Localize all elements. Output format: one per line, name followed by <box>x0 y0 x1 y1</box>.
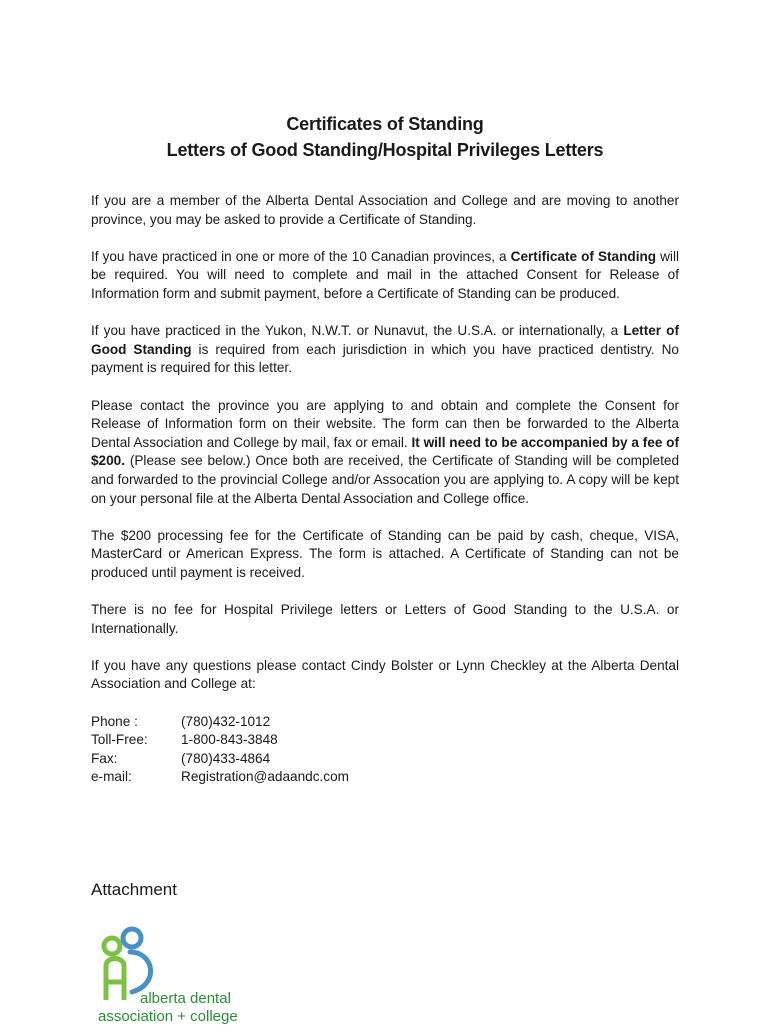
paragraph-intro: If you are a member of the Alberta Dental Association and College and are moving to another province, you may be asked to provide a Certificate of Standing. <box>91 193 679 227</box>
paragraph-no-fee: There is no fee for Hospital Privilege letters or Letters of Good Standing to the U.S.A. or Internationally. <box>91 602 679 636</box>
paragraph-questions: If you have any questions please contact Cindy Bolster or Lynn Checkley at the Alberta Dental Association and College at: <box>91 657 679 692</box>
paragraph-territories-international: If you have practiced in the Yukon, N.W.T. or Nunavut, the U.S.A. or internationally, a Letter of Good Standing is required from each jurisdiction in which you have practiced dentistry. No payment is required for this letter. <box>91 323 680 376</box>
logo-text-line1: alberta dental <box>140 990 231 1007</box>
contact-row <box>91 713 349 732</box>
page-title: Certificates of Standing <box>286 114 484 134</box>
bold-certificate-of-standing: Certificate of Standing <box>510 248 657 264</box>
document-body <box>91 192 679 787</box>
contact-value: Registration@adaandc.com <box>181 769 349 785</box>
association-logo <box>96 922 296 1024</box>
contact-row <box>91 768 349 787</box>
contact-row <box>91 750 349 769</box>
paragraph-contact-province: Please contact the province you are applying to and obtain and complete the Consent for Release of Information form on their website. The form can then be forwarded to the Alberta Dental Association and College by mail, fax or email. It will need to be accompanied by a fee of $200. (Please see below.) Once both are received, the Certificate of Standing will be completed and forwarded to the provincial College and/or Assocation you are applying to. A copy will be kept on your personal file at the Alberta Dental Association and College office. <box>91 397 679 506</box>
logo-text-line2: association + college <box>98 1008 238 1025</box>
page-subtitle: Letters of Good Standing/Hospital Privileges Letters <box>166 140 604 160</box>
contact-value: (780)433-4864 <box>181 750 271 766</box>
contact-value: 1-800-843-3848 <box>181 732 278 748</box>
contact-value: (780)432-1012 <box>181 713 271 729</box>
contact-label: Phone : <box>91 713 138 729</box>
contact-row <box>91 731 349 750</box>
paragraph-payment: The $200 processing fee for the Certificate of Standing can be paid by cash, cheque, VISA, MasterCard or American Express. The form is attached. A Certificate of Standing can not be produced until payment is received. <box>91 527 679 580</box>
contact-table <box>91 713 349 787</box>
contact-label: Fax: <box>91 750 118 766</box>
attachment-heading: Attachment <box>91 880 177 899</box>
contact-label: e-mail: <box>91 769 132 785</box>
contact-label: Toll-Free: <box>91 732 148 748</box>
paragraph-canadian-provinces: If you have practiced in one or more of the 10 Canadian provinces, a Certificate of Standing will be required. You will need to complete and mail in the attached Consent for Release of Information form and submit payment, before a Certificate of Standing can be produced. <box>91 248 679 301</box>
bold-letter-of-good-standing: Letter of Good Standing <box>91 323 680 357</box>
bold-fee-notice: It will need to be accompanied by a fee of $200. <box>91 434 679 469</box>
